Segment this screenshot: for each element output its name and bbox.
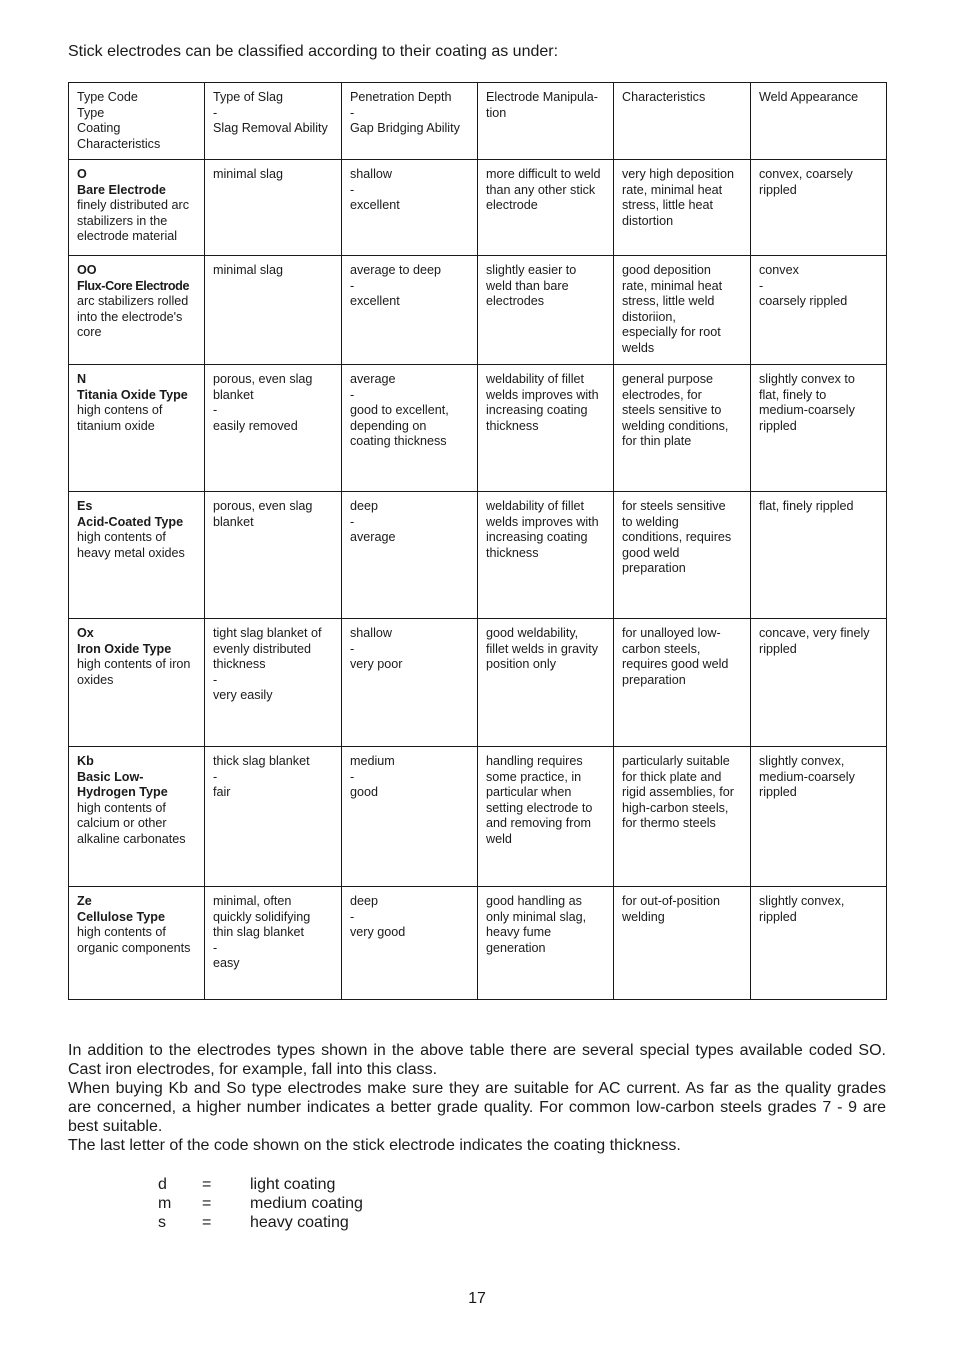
slag-cell: minimal slag (205, 256, 342, 365)
header-penetration: Penetration Depth - Gap Bridging Ability (342, 83, 478, 160)
page-number: 17 (468, 1290, 486, 1307)
note-paragraph: The last letter of the code shown on the stick electrode indicates the coating thickness. (68, 1137, 681, 1154)
type-cell: Ze Cellulose Type high contents of organic components (69, 887, 205, 1000)
note-paragraph: In addition to the electrodes types shown in the above table there are several special types available coded SO. Cast iron electrodes, for example, fall into this class. (68, 1042, 886, 1078)
code-equals: = (202, 1195, 212, 1212)
table-row (69, 619, 887, 747)
appearance-cell: convex - coarsely rippled (751, 256, 887, 365)
penetration-cell: deep - average (342, 492, 478, 619)
penetration-cell: deep - very good (342, 887, 478, 1000)
table-row (69, 887, 887, 1000)
type-cell: Es Acid-Coated Type high contents of heavy metal oxides (69, 492, 205, 619)
type-cell: O Bare Electrode finely distributed arc stabilizers in the electrode material (69, 160, 205, 256)
table-row (69, 492, 887, 619)
characteristics-cell: for steels sensitive to welding conditions, requires good weld preparation (614, 492, 751, 619)
type-cell: N Titania Oxide Type high contens of titanium oxide (69, 365, 205, 492)
table-header-row (69, 83, 887, 160)
penetration-cell: average - good to excellent, depending on coating thickness (342, 365, 478, 492)
electrode-classification-table (68, 82, 887, 1000)
intro-text: Stick electrodes can be classified according to their coating as under: (68, 43, 559, 60)
slag-cell: minimal slag (205, 160, 342, 256)
slag-cell: thick slag blanket - fair (205, 747, 342, 887)
manipulation-cell: good weldability, fillet welds in gravity position only (478, 619, 614, 747)
slag-cell: porous, even slag blanket (205, 492, 342, 619)
manipulation-cell: weldability of fillet welds improves with increasing coating thickness (478, 492, 614, 619)
characteristics-cell: good deposition rate, minimal heat stress, little weld distoriion, especially for root welds (614, 256, 751, 365)
header-weld-appearance: Weld Appearance (751, 83, 887, 160)
characteristics-cell: very high deposition rate, minimal heat stress, little heat distortion (614, 160, 751, 256)
code-meaning: medium coating (250, 1195, 363, 1212)
type-cell: OO Flux-Core Electrode arc stabilizers rolled into the electrode's core (69, 256, 205, 365)
coating-code-legend (158, 1175, 363, 1232)
slag-cell: tight slag blanket of evenly distributed thickness - very easily (205, 619, 342, 747)
table-row (69, 365, 887, 492)
characteristics-cell: for unalloyed low- carbon steels, requires good weld preparation (614, 619, 751, 747)
notes-section (68, 1041, 886, 1155)
appearance-cell: flat, finely rippled (751, 492, 887, 619)
code-letter: s (158, 1214, 166, 1231)
characteristics-cell: general purpose electrodes, for steels sensitive to welding conditions, for thin plate (614, 365, 751, 492)
appearance-cell: slightly convex, rippled (751, 887, 887, 1000)
penetration-cell: average to deep - excellent (342, 256, 478, 365)
code-equals: = (202, 1214, 212, 1231)
code-equals: = (202, 1176, 212, 1193)
characteristics-cell: particularly suitable for thick plate and rigid assemblies, for high-carbon steels, for thermo steels (614, 747, 751, 887)
manipulation-cell: more difficult to weld than any other stick electrode (478, 160, 614, 256)
code-meaning: heavy coating (250, 1214, 349, 1231)
manipulation-cell: slightly easier to weld than bare electrodes (478, 256, 614, 365)
table-row (69, 256, 887, 365)
manipulation-cell: handling requires some practice, in particular when setting electrode to and removing from weld (478, 747, 614, 887)
penetration-cell: shallow - excellent (342, 160, 478, 256)
header-characteristics: Characteristics (614, 83, 751, 160)
appearance-cell: slightly convex, medium-coarsely rippled (751, 747, 887, 887)
slag-cell: minimal, often quickly solidifying thin slag blanket - easy (205, 887, 342, 1000)
header-manipulation: Electrode Manipula- tion (478, 83, 614, 160)
table-row (69, 747, 887, 887)
type-cell: Kb Basic Low- Hydrogen Type high contents of calcium or other alkaline carbonates (69, 747, 205, 887)
header-slag: Type of Slag - Slag Removal Ability (205, 83, 342, 160)
note-paragraph: When buying Kb and So type electrodes make sure they are suitable for AC current. As far as the quality grades are concerned, a higher number indicates a better grade quality. For common low-carbon steels grades 7 - 9 are best suitable. (68, 1080, 886, 1135)
list-item (158, 1175, 363, 1194)
appearance-cell: concave, very finely rippled (751, 619, 887, 747)
characteristics-cell: for out-of-position welding (614, 887, 751, 1000)
appearance-cell: slightly convex to flat, finely to medium-coarsely rippled (751, 365, 887, 492)
slag-cell: porous, even slag blanket - easily removed (205, 365, 342, 492)
appearance-cell: convex, coarsely rippled (751, 160, 887, 256)
manipulation-cell: good handling as only minimal slag, heavy fume generation (478, 887, 614, 1000)
table-row (69, 160, 887, 256)
code-letter: d (158, 1176, 167, 1193)
penetration-cell: medium - good (342, 747, 478, 887)
list-item (158, 1194, 363, 1213)
type-cell: Ox Iron Oxide Type high contents of iron oxides (69, 619, 205, 747)
list-item (158, 1213, 363, 1232)
manipulation-cell: weldability of fillet welds improves with increasing coating thickness (478, 365, 614, 492)
penetration-cell: shallow - very poor (342, 619, 478, 747)
code-letter: m (158, 1195, 172, 1212)
code-meaning: light coating (250, 1176, 336, 1193)
header-type-code: Type Code Type Coating Characteristics (69, 83, 205, 160)
